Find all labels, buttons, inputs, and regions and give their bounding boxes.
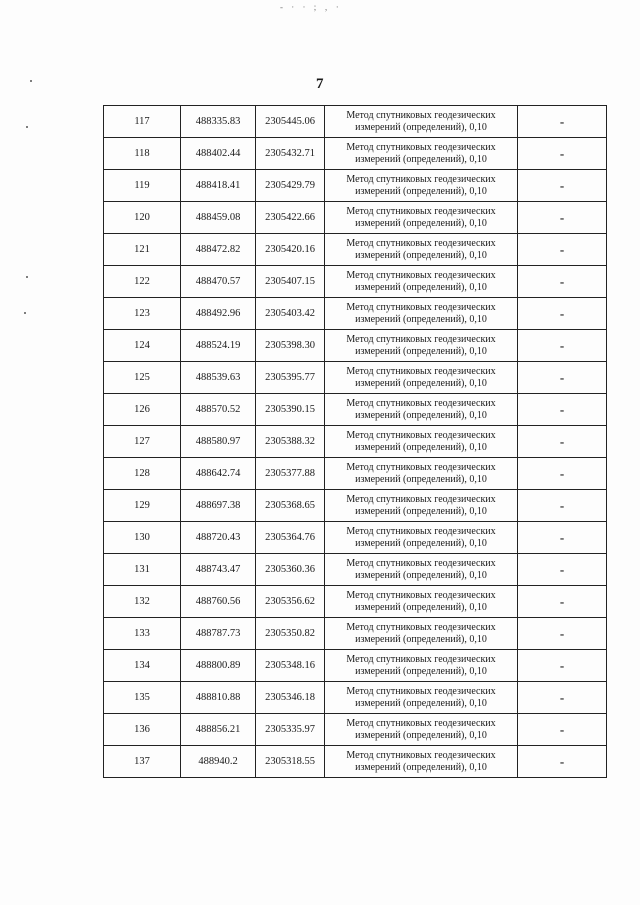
table-row: [104, 394, 607, 426]
y-coordinate-cell: 2305407.15: [256, 266, 325, 298]
table-row: [104, 426, 607, 458]
method-line-2: измерений (определений), 0,10: [355, 665, 487, 677]
method-line-2: измерений (определений), 0,10: [355, 569, 487, 581]
method-line-1: Метод спутниковых геодезических: [346, 621, 496, 633]
table-row: [104, 618, 607, 650]
point-number-cell: 133: [104, 618, 181, 650]
table-row: [104, 298, 607, 330]
method-line-1: Метод спутниковых геодезических: [346, 685, 496, 697]
page-number: 7: [316, 76, 324, 92]
method-line-2: измерений (определений), 0,10: [355, 185, 487, 197]
method-cell: [325, 490, 518, 522]
method-cell: [325, 618, 518, 650]
point-number-cell: 120: [104, 202, 181, 234]
x-coordinate-cell: 488810.88: [181, 682, 256, 714]
method-line-1: Метод спутниковых геодезических: [346, 557, 496, 569]
x-coordinate-cell: 488743.47: [181, 554, 256, 586]
method-line-2: измерений (определений), 0,10: [355, 537, 487, 549]
point-number-cell: 134: [104, 650, 181, 682]
delta-cell: -: [518, 746, 607, 778]
y-coordinate-cell: 2305335.97: [256, 714, 325, 746]
method-line-2: измерений (определений), 0,10: [355, 601, 487, 613]
table-row: [104, 106, 607, 138]
method-line-1: Метод спутниковых геодезических: [346, 173, 496, 185]
table-row: [104, 746, 607, 778]
method-line-2: измерений (определений), 0,10: [355, 729, 487, 741]
delta-cell: -: [518, 426, 607, 458]
method-cell: [325, 138, 518, 170]
point-number-cell: 129: [104, 490, 181, 522]
table-row: [104, 554, 607, 586]
delta-cell: -: [518, 106, 607, 138]
delta-cell: -: [518, 234, 607, 266]
method-cell: [325, 458, 518, 490]
method-line-2: измерений (определений), 0,10: [355, 761, 487, 773]
x-coordinate-cell: 488472.82: [181, 234, 256, 266]
method-cell: [325, 554, 518, 586]
delta-cell: -: [518, 490, 607, 522]
method-line-1: Метод спутниковых геодезических: [346, 109, 496, 121]
method-line-2: измерений (определений), 0,10: [355, 473, 487, 485]
x-coordinate-cell: 488470.57: [181, 266, 256, 298]
method-cell: [325, 266, 518, 298]
method-cell: [325, 522, 518, 554]
point-number-cell: 127: [104, 426, 181, 458]
y-coordinate-cell: 2305360.36: [256, 554, 325, 586]
method-cell: [325, 426, 518, 458]
point-number-cell: 119: [104, 170, 181, 202]
coordinates-table: [103, 105, 607, 778]
method-cell: [325, 106, 518, 138]
x-coordinate-cell: 488335.83: [181, 106, 256, 138]
y-coordinate-cell: 2305403.42: [256, 298, 325, 330]
y-coordinate-cell: 2305388.32: [256, 426, 325, 458]
table-row: [104, 362, 607, 394]
method-cell: [325, 586, 518, 618]
method-cell: [325, 234, 518, 266]
y-coordinate-cell: 2305377.88: [256, 458, 325, 490]
delta-cell: -: [518, 522, 607, 554]
coordinates-table-body: [104, 106, 607, 778]
method-line-1: Метод спутниковых геодезических: [346, 237, 496, 249]
method-cell: [325, 650, 518, 682]
method-cell: [325, 394, 518, 426]
point-number-cell: 125: [104, 362, 181, 394]
delta-cell: -: [518, 618, 607, 650]
table-row: [104, 490, 607, 522]
method-line-2: измерений (определений), 0,10: [355, 505, 487, 517]
method-line-1: Метод спутниковых геодезических: [346, 269, 496, 281]
method-line-2: измерений (определений), 0,10: [355, 281, 487, 293]
method-cell: [325, 362, 518, 394]
delta-cell: -: [518, 458, 607, 490]
method-line-1: Метод спутниковых геодезических: [346, 397, 496, 409]
method-line-2: измерений (определений), 0,10: [355, 377, 487, 389]
table-row: [104, 682, 607, 714]
y-coordinate-cell: 2305390.15: [256, 394, 325, 426]
method-line-1: Метод спутниковых геодезических: [346, 653, 496, 665]
delta-cell: -: [518, 586, 607, 618]
y-coordinate-cell: 2305348.16: [256, 650, 325, 682]
point-number-cell: 126: [104, 394, 181, 426]
delta-cell: -: [518, 362, 607, 394]
x-coordinate-cell: 488940.2: [181, 746, 256, 778]
point-number-cell: 132: [104, 586, 181, 618]
method-line-1: Метод спутниковых геодезических: [346, 461, 496, 473]
point-number-cell: 137: [104, 746, 181, 778]
point-number-cell: 117: [104, 106, 181, 138]
x-coordinate-cell: 488570.52: [181, 394, 256, 426]
method-cell: [325, 298, 518, 330]
scan-artifact-marks: ‑ · · ; ‚ ·: [280, 2, 342, 12]
table-row: [104, 138, 607, 170]
x-coordinate-cell: 488402.44: [181, 138, 256, 170]
table-row: [104, 458, 607, 490]
x-coordinate-cell: 488524.19: [181, 330, 256, 362]
x-coordinate-cell: 488697.38: [181, 490, 256, 522]
method-line-2: измерений (определений), 0,10: [355, 313, 487, 325]
method-cell: [325, 202, 518, 234]
scan-speck: [26, 126, 28, 128]
point-number-cell: 118: [104, 138, 181, 170]
delta-cell: -: [518, 714, 607, 746]
method-line-1: Метод спутниковых геодезических: [346, 205, 496, 217]
y-coordinate-cell: 2305422.66: [256, 202, 325, 234]
y-coordinate-cell: 2305346.18: [256, 682, 325, 714]
point-number-cell: 136: [104, 714, 181, 746]
method-line-1: Метод спутниковых геодезических: [346, 589, 496, 601]
delta-cell: -: [518, 394, 607, 426]
x-coordinate-cell: 488787.73: [181, 618, 256, 650]
point-number-cell: 131: [104, 554, 181, 586]
table-row: [104, 650, 607, 682]
delta-cell: -: [518, 650, 607, 682]
x-coordinate-cell: 488492.96: [181, 298, 256, 330]
method-line-1: Метод спутниковых геодезических: [346, 493, 496, 505]
y-coordinate-cell: 2305350.82: [256, 618, 325, 650]
x-coordinate-cell: 488642.74: [181, 458, 256, 490]
method-line-1: Метод спутниковых геодезических: [346, 429, 496, 441]
method-line-1: Метод спутниковых геодезических: [346, 525, 496, 537]
x-coordinate-cell: 488760.56: [181, 586, 256, 618]
method-line-2: измерений (определений), 0,10: [355, 441, 487, 453]
table-row: [104, 714, 607, 746]
table-row: [104, 202, 607, 234]
method-line-1: Метод спутниковых геодезических: [346, 717, 496, 729]
x-coordinate-cell: 488580.97: [181, 426, 256, 458]
y-coordinate-cell: 2305318.55: [256, 746, 325, 778]
y-coordinate-cell: 2305395.77: [256, 362, 325, 394]
point-number-cell: 124: [104, 330, 181, 362]
scan-speck: [24, 312, 26, 314]
table-row: [104, 266, 607, 298]
scan-speck: [26, 276, 28, 278]
point-number-cell: 128: [104, 458, 181, 490]
method-cell: [325, 746, 518, 778]
method-line-1: Метод спутниковых геодезических: [346, 141, 496, 153]
method-line-1: Метод спутниковых геодезических: [346, 301, 496, 313]
y-coordinate-cell: 2305398.30: [256, 330, 325, 362]
delta-cell: -: [518, 138, 607, 170]
x-coordinate-cell: 488459.08: [181, 202, 256, 234]
y-coordinate-cell: 2305420.16: [256, 234, 325, 266]
table-row: [104, 234, 607, 266]
method-line-1: Метод спутниковых геодезических: [346, 333, 496, 345]
y-coordinate-cell: 2305432.71: [256, 138, 325, 170]
method-cell: [325, 682, 518, 714]
y-coordinate-cell: 2305368.65: [256, 490, 325, 522]
method-line-2: измерений (определений), 0,10: [355, 249, 487, 261]
method-line-2: измерений (определений), 0,10: [355, 633, 487, 645]
delta-cell: -: [518, 554, 607, 586]
point-number-cell: 121: [104, 234, 181, 266]
delta-cell: -: [518, 330, 607, 362]
x-coordinate-cell: 488720.43: [181, 522, 256, 554]
delta-cell: -: [518, 170, 607, 202]
method-cell: [325, 170, 518, 202]
x-coordinate-cell: 488856.21: [181, 714, 256, 746]
y-coordinate-cell: 2305429.79: [256, 170, 325, 202]
point-number-cell: 123: [104, 298, 181, 330]
y-coordinate-cell: 2305445.06: [256, 106, 325, 138]
method-line-2: измерений (определений), 0,10: [355, 153, 487, 165]
x-coordinate-cell: 488418.41: [181, 170, 256, 202]
y-coordinate-cell: 2305364.76: [256, 522, 325, 554]
delta-cell: -: [518, 682, 607, 714]
method-cell: [325, 714, 518, 746]
point-number-cell: 122: [104, 266, 181, 298]
table-row: [104, 586, 607, 618]
delta-cell: -: [518, 298, 607, 330]
table-row: [104, 330, 607, 362]
delta-cell: -: [518, 202, 607, 234]
method-line-2: измерений (определений), 0,10: [355, 217, 487, 229]
method-line-1: Метод спутниковых геодезических: [346, 749, 496, 761]
point-number-cell: 135: [104, 682, 181, 714]
table-row: [104, 522, 607, 554]
delta-cell: -: [518, 266, 607, 298]
x-coordinate-cell: 488800.89: [181, 650, 256, 682]
method-line-2: измерений (определений), 0,10: [355, 409, 487, 421]
method-line-2: измерений (определений), 0,10: [355, 345, 487, 357]
method-cell: [325, 330, 518, 362]
method-line-1: Метод спутниковых геодезических: [346, 365, 496, 377]
table-row: [104, 170, 607, 202]
y-coordinate-cell: 2305356.62: [256, 586, 325, 618]
x-coordinate-cell: 488539.63: [181, 362, 256, 394]
point-number-cell: 130: [104, 522, 181, 554]
method-line-2: измерений (определений), 0,10: [355, 697, 487, 709]
method-line-2: измерений (определений), 0,10: [355, 121, 487, 133]
